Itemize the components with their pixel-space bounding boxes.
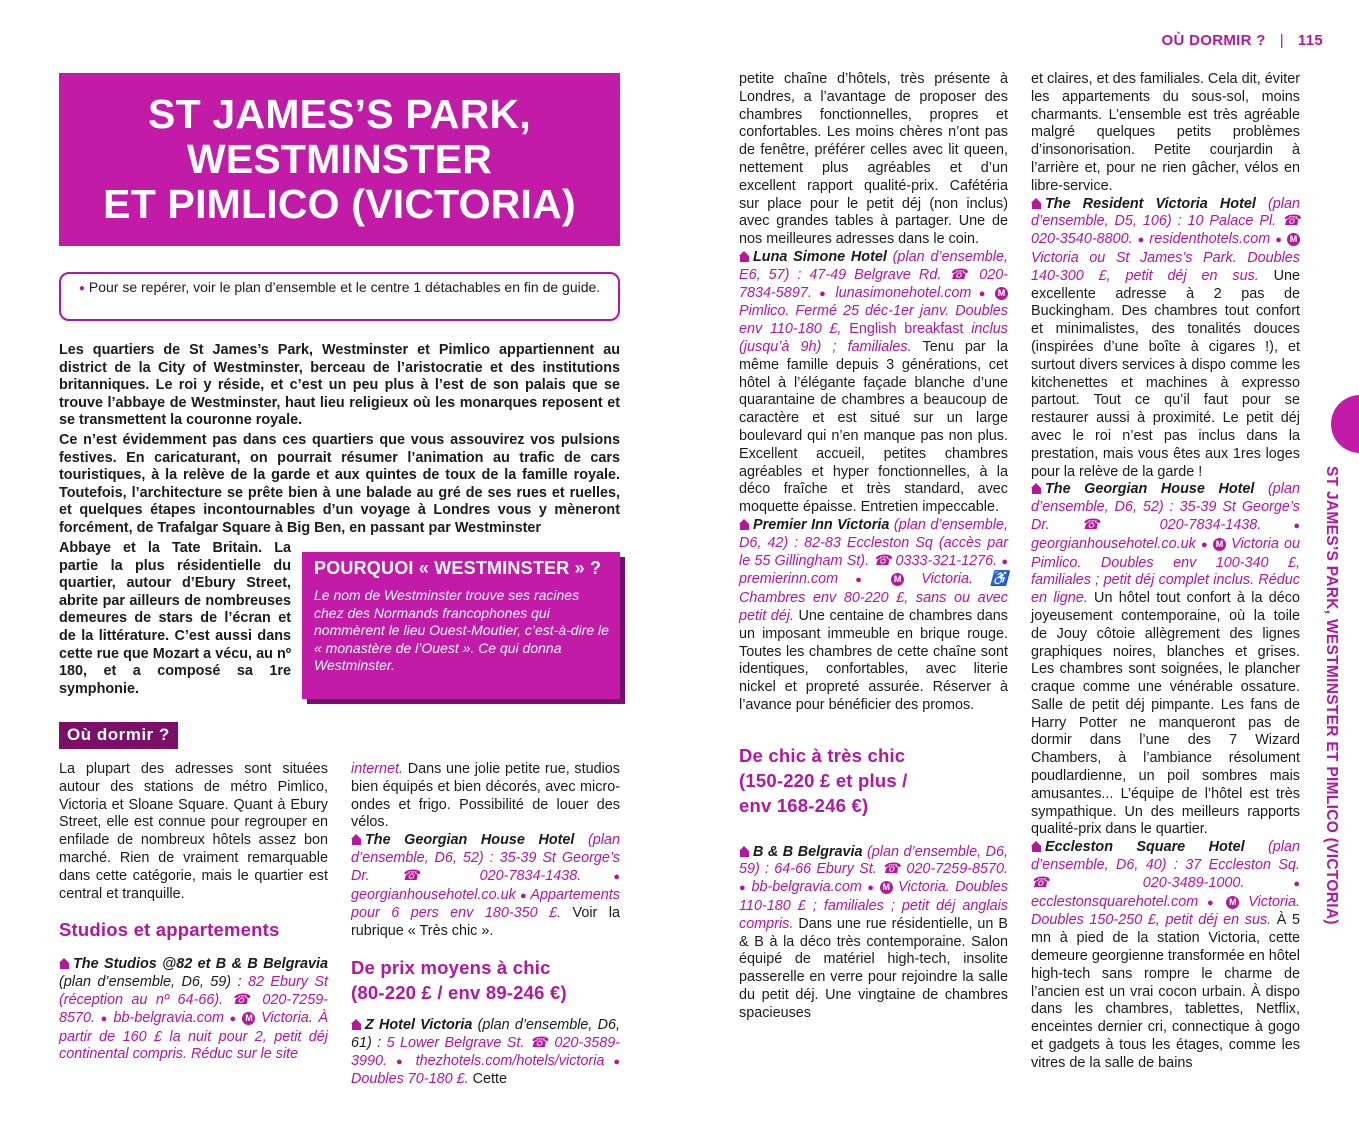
listing-premier-inn: [739, 517, 1008, 715]
chapter-title: [59, 73, 620, 246]
bullet-icon: ●: [819, 287, 836, 300]
listing-eccleston-square: [1031, 839, 1300, 1072]
house-icon: [351, 834, 362, 845]
bullet-icon: ●: [867, 882, 880, 895]
studios-description: Dans une jolie petite rue, studios bien équipés et bien décorés, avec micro-ondes et frigo. Possibilité de louer des vélos.: [351, 761, 620, 831]
metro-icon: M: [1226, 896, 1239, 909]
listing-location: (plan d’ensemble, D6, 61) :: [351, 1016, 621, 1051]
house-icon: [351, 1019, 362, 1030]
metro-icon: M: [880, 881, 893, 894]
listing-name: Z Hotel Victoria: [365, 1016, 473, 1033]
side-running-title: ST JAMES’S PARK, WESTMINSTER ET PIMLICO (VICTORIA): [1323, 466, 1340, 925]
listing-address: (plan d’ensemble, D5, 106) : 10 Palace Pl. ☎ 020-3540-8800.: [1031, 195, 1300, 248]
column-3: [739, 71, 1008, 1023]
heading-line: (150-220 £ et plus /: [739, 769, 908, 791]
listing-text: Tenu par la même famille depuis 3 générations, cet hôtel à l’élégante façade blanche d’une quarantaine de chambres a beaucoup de caractère et est situé sur un large boulevard qui n’en manque pas non plus. Excellent accueil, petites chambres agréables et hyper fonctionnelles, à la déco fraîche et très standard, avec moquette épaisse. Entretien impeccable.: [739, 338, 1008, 516]
listing-text: Une centaine de chambres dans un imposant immeuble en brique rouge. Toutes les chambres de cette chaîne sont identiques, confortables, avec literie nickel et propreté assurée. Réserver à l’avance pour bénéficier des promos.: [739, 607, 1008, 713]
bullet-icon: ●: [519, 889, 527, 902]
house-icon: [1031, 841, 1042, 852]
bullet-icon: ●: [1207, 896, 1227, 909]
listing-details: Appartements pour 6 pers env 180-350 £.: [351, 886, 620, 922]
listing-text: À 5 mn à pied de la station Victoria, cette demeure georgienne transformée en hôtel high-tech sans rompre le charme de l’ancien est un vrai cocon urbain. À dispo dans les chambres, tablettes, Netflix, enceintes dernier cri, connectique à gogo et gadgets à tous les étages, comme les vitres de la salle de bains: [1031, 912, 1301, 1071]
listing-details: Victoria. À partir de 160 £ la nuit pour 2, petit déj continental compris. Réduc sur le site: [59, 1009, 329, 1063]
bullet-icon: ●: [978, 287, 995, 300]
house-icon: [739, 846, 750, 857]
why-box-title: POURQUOI « WESTMINSTER » ?: [314, 558, 602, 578]
listing-address: (plan d’ensemble, E6, 57) : 47-49 Belgrave Rd. ☎ 020-7834-5897.: [739, 248, 1009, 301]
heading-line: De prix moyens à chic: [351, 956, 551, 978]
listing-website[interactable]: georgianhousehotel.co.uk: [1031, 535, 1201, 552]
listing-website[interactable]: premierinn.com: [739, 571, 856, 588]
why-westminster-box: [302, 552, 620, 699]
listing-details: Doubles 70-180 £.: [351, 1071, 469, 1088]
intro-paragraph-1: Les quartiers de St James’s Park, Westminster et Pimlico appartiennent au district de la City of Westminster, berceau de l’aristocratie et des institutions britanniques. Le roi y réside, et c’est un peu plus à l’est de son palais que se trouve l’abbaye de Westminster, haut lieu religieux où les monarques reposent et se transmettent la couronne royale.: [59, 342, 620, 429]
listing-website[interactable]: bb-belgravia.com: [113, 1009, 230, 1026]
listing-address: (plan d’ensemble, D6, 52) : 35-39 St George’s Dr. ☎ 020-7834-1438.: [1031, 481, 1300, 533]
heading-line: (80-220 £ / env 89-246 €): [351, 981, 567, 1003]
bullet-icon: ●: [1293, 519, 1300, 532]
listing-bb-belgravia: [739, 844, 1008, 1023]
listing-website[interactable]: georgianhousehotel.co.uk: [351, 886, 520, 903]
bullet-icon: ●: [739, 882, 752, 895]
listing-website[interactable]: thezhotels.com/hotels/victoria: [415, 1052, 614, 1069]
listing-website[interactable]: bb-belgravia.com: [751, 879, 868, 896]
column-1: [59, 761, 328, 1064]
chic-heading: [739, 743, 1008, 818]
listing-name: B & B Belgravia: [753, 843, 863, 860]
listing-z-hotel: [351, 1017, 620, 1089]
bullet-icon: ●: [395, 1055, 416, 1068]
metro-icon: M: [995, 287, 1008, 300]
title-line-2: WESTMINSTER: [186, 136, 493, 182]
listing-luna-simone: [739, 249, 1008, 517]
running-header: [1162, 32, 1323, 49]
note-text: Pour se repérer, voir le plan d’ensemble et le centre 1 détachables en fin de guide.: [88, 279, 601, 295]
bullet-icon: ●: [1001, 555, 1008, 568]
bullet-icon: ●: [100, 1012, 114, 1025]
bullet-icon: ●: [78, 282, 85, 294]
listing-breakfast: English breakfast: [849, 321, 964, 338]
listing-text: Dans une rue résidentielle, un B & B à la déco très contemporaine. Salon équipé de matériel high-tech, insolite passerelle en verre pour rejoindre la salle du petit déj. Une vingtaine de chambres spacieuses: [739, 915, 1008, 1021]
page-number: 115: [1297, 32, 1323, 49]
bullet-icon: ●: [1293, 877, 1300, 890]
bullet-icon: ●: [613, 870, 620, 883]
title-line-3: ET PIMLICO (VICTORIA): [103, 181, 576, 227]
listing-details-2: inclus (jusqu’à 9h) ; familiales.: [739, 321, 1008, 355]
listing-georgian-apartments: [351, 832, 620, 941]
bullet-icon: ●: [613, 1055, 621, 1068]
listing-website[interactable]: ecclestonsquarehotel.com: [1031, 893, 1208, 910]
metro-icon: M: [891, 573, 904, 586]
listing-name: Eccleston Square Hotel: [1045, 839, 1245, 856]
bullet-icon: ●: [229, 1012, 243, 1025]
running-section: OÙ DORMIR ?: [1161, 32, 1266, 49]
listing-address: (plan d’ensemble, D6, 52) : 35-39 St George’s Dr. ☎ 020-7834-1438.: [351, 832, 620, 884]
bullet-icon: ●: [855, 574, 892, 587]
intro-paragraph-2: Ce n’est évidemment pas dans ces quartiers que vous assouvirez vos pulsions festives. En caricaturant, on pourrait résumer l’animation au trafic de cars touristiques, à la relève de la garde et aux quintes de toux de la famille royale. Toutefois, l’architecture se prête bien à une balade au gré de ses rues et ruelles, et quelques étapes incontournables d’un voyage à Londres vous y mèneront forcément, de Trafalgar Square à Big Ben, en passant par Westminster: [59, 432, 620, 536]
listing-address: 82 Ebury St (réception au nº 64-66). ☎ 020-7259-8570.: [59, 974, 328, 1026]
studios-heading: Studios et appartements: [59, 919, 280, 941]
intro-paragraph-3: Abbaye et la Tate Britain. La partie la plus résidentielle du quartier, autour d’Ebury Street, abrite par ailleurs de nombreuses demeures de stars de l’écran et de la littérature. C’est aussi dans cette rue que Mozart a vécu, au nº 180, et a composé sa 1re symphonie.: [59, 540, 291, 697]
z-hotel-description: petite chaîne d’hôtels, très présente à Londres, a l’avantage de proposer des chambres fonctionnelles, propres et confortables. Les moins chères n’ont pas de fenêtre, préférer celles avec lit queen, nettement plus agréables et d’un excellent rapport qualité-prix. Cafétéria sur place pour le petit déj (non inclus) avec grandes tables à partager. Une de nos meilleures adresses dans le coin.: [739, 71, 1008, 248]
listing-text: Cette: [468, 1071, 508, 1088]
house-icon: [59, 958, 70, 969]
listing-location: (plan d’ensemble, D6, 59) :: [59, 974, 248, 991]
house-icon: [739, 519, 750, 530]
running-separator: |: [1279, 32, 1284, 49]
listing-website[interactable]: lunasimonehotel.com: [835, 284, 979, 301]
listing-details: Victoria. Doubles 150-250 £, petit déj en sus.: [1031, 893, 1300, 929]
listing-name: The Georgian House Hotel: [365, 832, 575, 849]
metro-icon: M: [242, 1012, 255, 1025]
listing-name: The Resident Victoria Hotel: [1045, 195, 1256, 212]
metro-icon: M: [1287, 233, 1300, 246]
listing-details: Pimlico. Fermé 25 déc-1er janv. Doubles env 110-180 £,: [739, 303, 1008, 338]
listing-address: (plan d’ensemble, D6, 59) : 64-66 Ebury St. ☎ 020-7259-8570.: [739, 843, 1009, 878]
listing-address: 5 Lower Belgrave St. ☎ 020-3589-3990.: [351, 1034, 621, 1069]
section-header-ou-dormir: Où dormir ?: [59, 722, 178, 749]
orientation-note: [59, 272, 620, 321]
bullet-icon: ●: [1137, 234, 1150, 247]
listing-details: Victoria. Doubles 110-180 £ ; familiales ; petit déj anglais compris.: [739, 879, 1008, 932]
column-2: [351, 761, 620, 1089]
listing-reference: Voir la rubrique « Très chic ».: [351, 905, 620, 940]
chapter-side-tab: [1331, 395, 1359, 453]
listing-name: Luna Simone Hotel: [753, 248, 887, 265]
listing-text: Un hôtel tout confort à la déco joyeusement contemporaine, où la toile de Jouy côtoie allègrement des lignes graphiques noires, blanches et grises. Les chambres sont soignées, le plancher craque comme une vénérable ossature. Salle de petit déj pimpante. Les fans de Harry Potter ne manqueront pas de dormir dans l’une des 7 Wizard Chambers, à l’ambiance résolument poudlardienne, un poil sombres mais amusantes... L’équipe de l’hôtel est très sympathique. Un des meilleurs rapports qualité-prix dans le quartier.: [1031, 590, 1300, 838]
listing-details: Victoria ou Pimlico. Doubles env 100-340 £, familiales ; petit déj complet inclus. Réduc en ligne.: [1031, 535, 1300, 607]
listing-details: Victoria ou St James’s Park. Doubles 140-300 £, petit déj en sus.: [1031, 249, 1300, 284]
bullet-icon: ●: [1275, 234, 1287, 247]
listing-details: Victoria. ♿ Chambres env 80-220 £, sans ou avec petit déj.: [739, 571, 1009, 624]
listing-resident-victoria: [1031, 196, 1300, 482]
house-icon: [739, 251, 750, 262]
listing-name: The Georgian House Hotel: [1045, 481, 1255, 498]
listing-website[interactable]: residenthotels.com: [1149, 231, 1276, 248]
house-icon: [1031, 483, 1042, 494]
mid-price-heading: [351, 955, 620, 1005]
listing-studios: [59, 956, 328, 1064]
listing-address: (plan d’ensemble, D6, 42) : 82-83 Eccleston Sq (accès par le 55 Gillingham St). ☎ 0333-321-1276.: [739, 516, 1008, 569]
sleep-intro: La plupart des adresses sont situées autour des stations de métro Pimlico, Victoria et Sloane Square. Quant à Ebury Street, elle est connue pour regrouper en enfilade de nombreux hôtels assez bon marché. Rien de vraiment remarquable dans cette catégorie, mais le quartier est central et tranquille.: [59, 761, 328, 902]
bullet-icon: ●: [1200, 538, 1213, 551]
listing-address: (plan d’ensemble, D6, 40) : 37 Eccleston Sq. ☎ 020-3489-1000.: [1031, 839, 1300, 891]
listing-name: The Studios @82 et B & B Belgravia: [73, 956, 328, 973]
column-4: [1031, 71, 1300, 1073]
listing-georgian-house: [1031, 481, 1300, 839]
title-line-1: ST JAMES’S PARK,: [148, 91, 531, 137]
why-box-text: Le nom de Westminster trouve ses racines chez des Normands francophones qui nommèrent le lieu Ouest-Moutier, c’est-à-dire le « monastère de l’Ouest ». Ce qui donna Westminster.: [314, 587, 609, 673]
bb-belgravia-continued: et claires, et des familiales. Cela dit, éviter les appartements du sous-sol, moins charmants. L’ensemble est très agréable malgré quelques petits problèmes d’insonorisation. Petite courjardin à l’arrière et, pour ne rien gâcher, vélos en libre-service.: [1031, 71, 1300, 194]
listing-text: Une excellente adresse à 2 pas de Buckingham. Des chambres tout confort et minimalistes, des tonalités douces (inspirées d’une boîte à cigares !), et surtout divers services à dispo comme les kitchenettes et machines à expresso partout. Tout ce qu’il faut pour se restaurer aussi à proximité. Le petit déj avec le roi n’est pas inclus dans la prestation, mais vous êtes aux 1res loges pour la relève de la garde !: [1031, 267, 1300, 480]
listing-name: Premier Inn Victoria: [753, 516, 890, 533]
heading-line: env 168-246 €): [739, 794, 869, 816]
studios-continued: [351, 761, 620, 832]
website-continued: internet.: [351, 761, 403, 777]
heading-line: De chic à très chic: [739, 744, 906, 766]
metro-icon: M: [1213, 538, 1226, 551]
house-icon: [1031, 198, 1042, 209]
